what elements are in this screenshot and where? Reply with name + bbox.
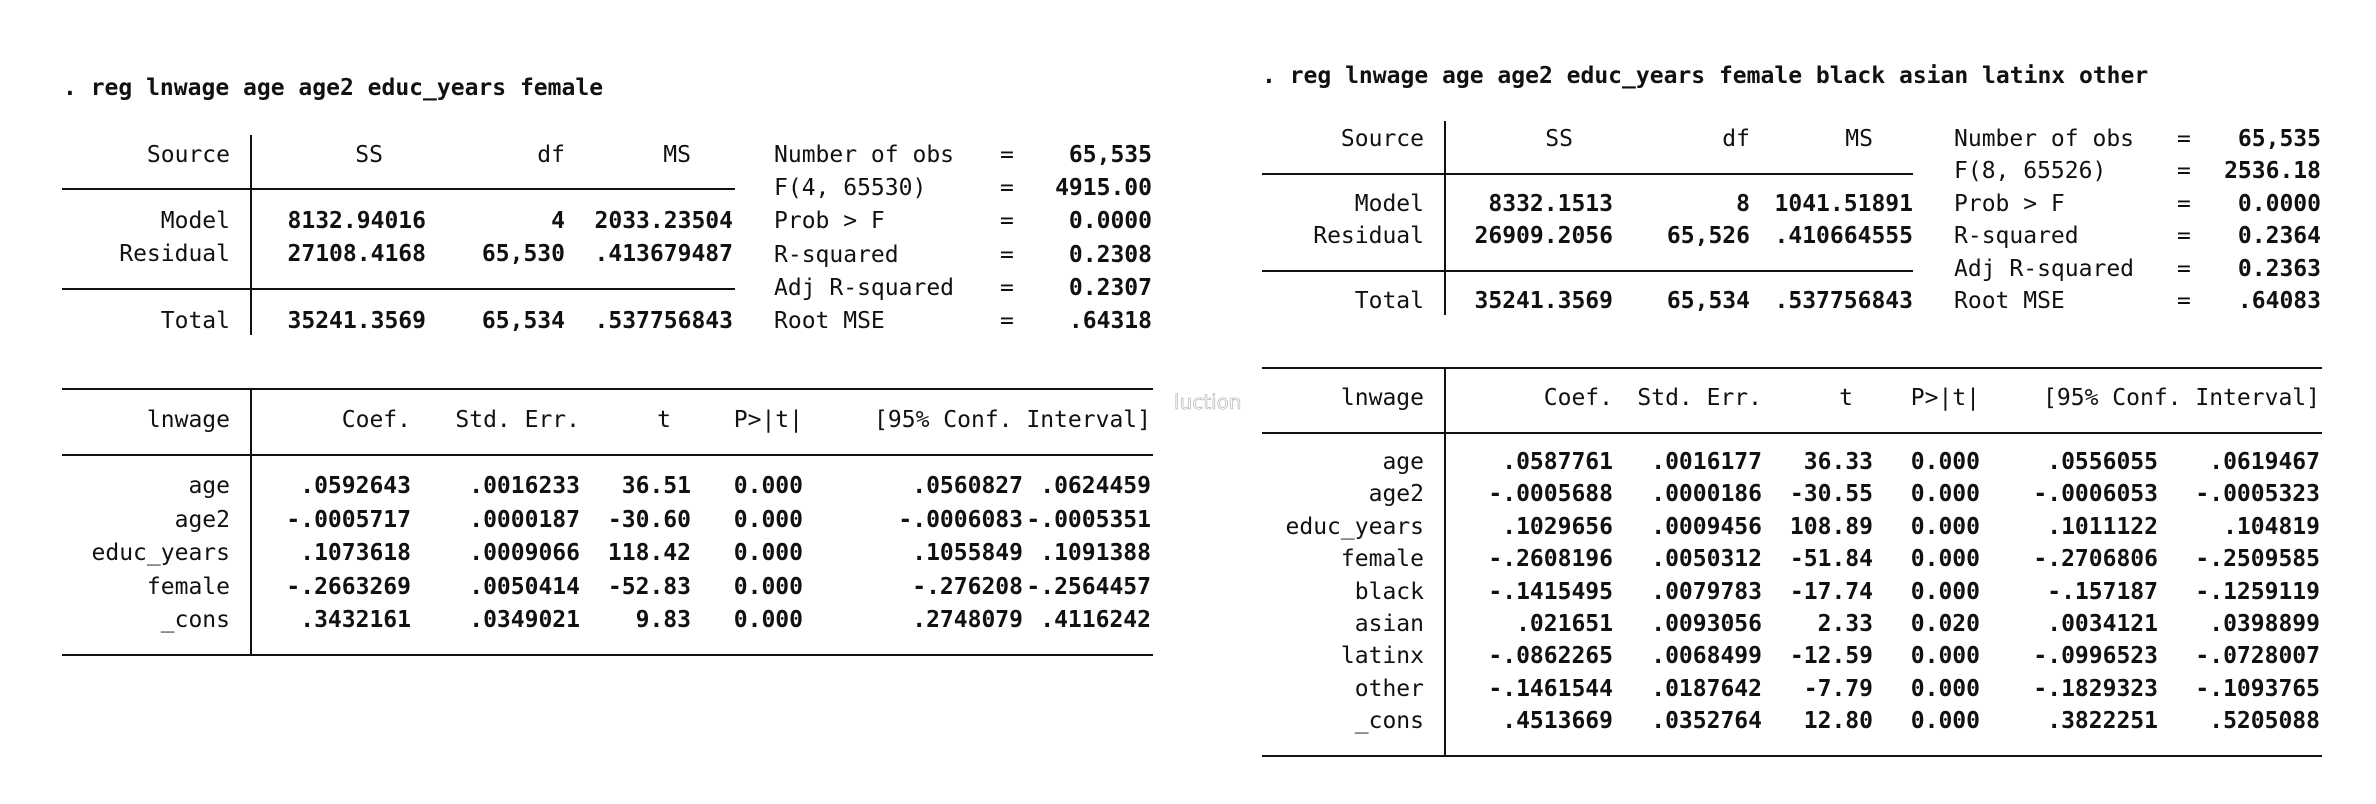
coef-cell: -.0005688 (1488, 481, 1613, 508)
vertical-rule (250, 135, 252, 335)
coef-cell: -.1259119 (2195, 578, 2320, 605)
stat-equals: = (2177, 126, 2191, 152)
coef-cell: 36.33 (1803, 449, 1873, 475)
stat-value: 0.0000 (2237, 190, 2321, 217)
anova-header: MS (1845, 126, 1873, 152)
coef-cell: -.1093765 (2195, 675, 2320, 702)
variable-label: age (1382, 449, 1424, 475)
coef-cell: .0009456 (1651, 513, 1762, 540)
anova-total-cell: .537756843 (594, 308, 733, 334)
stat-label: Root MSE (1954, 288, 2065, 314)
coef-cell: -30.55 (1789, 481, 1873, 508)
command-line: . reg lnwage age age2 educ_years female (63, 75, 604, 101)
stat-label: Prob > F (774, 208, 885, 235)
coef-cell: 108.89 (1789, 513, 1873, 540)
variable-label: _cons (1354, 708, 1424, 735)
coef-cell: .1055849 (912, 540, 1023, 566)
coef-cell: 0.000 (733, 506, 803, 533)
coef-cell: .5205088 (2209, 708, 2320, 735)
stat-equals: = (1000, 142, 1014, 168)
coef-cell: -.0728007 (2195, 643, 2320, 670)
coef-cell: 0.000 (1910, 643, 1980, 670)
horizontal-rule (1262, 755, 2322, 757)
coef-cell: -.0996523 (2033, 643, 2158, 670)
coef-cell: .0560827 (912, 473, 1023, 499)
variable-label: latinx (1340, 643, 1424, 670)
variable-label: black (1354, 578, 1424, 605)
horizontal-rule (1262, 367, 2322, 369)
anova-cell: 65,526 (1666, 223, 1750, 249)
coef-header: [95% Conf. Interval] (874, 407, 1151, 433)
coef-cell: .021651 (1516, 611, 1613, 637)
stat-value: .64083 (2237, 288, 2321, 314)
anova-total-cell: .537756843 (1774, 288, 1913, 314)
coef-header: Std. Err. (455, 407, 580, 433)
horizontal-rule (62, 188, 735, 190)
anova-cell: 1041.51891 (1774, 191, 1913, 217)
coef-cell: -.2564457 (1026, 573, 1151, 600)
coef-cell: .4116242 (1040, 607, 1151, 633)
coef-cell: .0349021 (469, 607, 580, 633)
variable-label: educ_years (1285, 513, 1424, 540)
stat-value: 2536.18 (2224, 158, 2321, 185)
stat-equals: = (2177, 223, 2191, 250)
coef-cell: -52.83 (607, 573, 691, 600)
variable-label: age2 (1368, 481, 1424, 508)
coef-cell: -.0005351 (1026, 506, 1151, 533)
stat-value: 0.2308 (1068, 241, 1152, 268)
stat-label: Root MSE (774, 308, 885, 334)
coef-cell: .0000187 (469, 506, 580, 533)
stat-value: 0.2364 (2237, 223, 2321, 250)
variable-label: asian (1354, 611, 1424, 637)
stat-value: 0.2307 (1068, 274, 1152, 301)
coef-cell: -17.74 (1789, 578, 1873, 605)
coef-cell: .0016233 (469, 473, 580, 499)
coef-cell: 0.000 (1910, 481, 1980, 508)
anova-source-label: Residual (1313, 223, 1424, 249)
anova-total-cell: 65,534 (1666, 288, 1750, 314)
anova-cell: .410664555 (1774, 223, 1913, 249)
coef-cell: .0587761 (1502, 449, 1613, 475)
anova-source-label: Model (160, 208, 230, 234)
anova-cell: 4 (551, 208, 565, 234)
coef-cell: .0556055 (2047, 449, 2158, 475)
anova-total-cell: 65,534 (481, 308, 565, 334)
coef-cell: 0.000 (1910, 708, 1980, 735)
stat-label: F(4, 65530) (774, 175, 927, 202)
coef-cell: 2.33 (1817, 611, 1873, 637)
coef-header: t (1839, 385, 1853, 411)
coef-header: lnwage (146, 407, 230, 433)
variable-label: female (1340, 546, 1424, 573)
coef-cell: -.0005323 (2195, 481, 2320, 508)
coef-cell: .0034121 (2047, 611, 2158, 637)
stat-equals: = (1000, 208, 1014, 235)
coef-cell: .1091388 (1040, 540, 1151, 566)
anova-cell: 65,530 (481, 241, 565, 267)
coef-header: lnwage (1340, 385, 1424, 411)
coef-cell: 0.000 (1910, 675, 1980, 702)
coef-cell: -.0005717 (286, 506, 411, 533)
coef-cell: -.1829323 (2033, 675, 2158, 702)
coef-cell: -.0862265 (1488, 643, 1613, 670)
stat-equals: = (2177, 190, 2191, 217)
coef-cell: -.2509585 (2195, 546, 2320, 573)
stat-label: R-squared (1954, 223, 2079, 250)
stat-equals: = (2177, 288, 2191, 314)
overlay-text: luction (1174, 390, 1242, 414)
coef-cell: 9.83 (635, 607, 691, 633)
horizontal-rule (1262, 432, 2322, 434)
coef-cell: -7.79 (1803, 675, 1873, 702)
coef-cell: .0079783 (1651, 578, 1762, 605)
anova-cell: 27108.4168 (287, 241, 426, 267)
coef-cell: .0016177 (1651, 449, 1762, 475)
coef-cell: .0000186 (1651, 481, 1762, 508)
horizontal-rule (62, 388, 1153, 390)
coef-cell: .104819 (2223, 513, 2320, 540)
coef-cell: -.1461544 (1488, 675, 1613, 702)
stat-label: Adj R-squared (774, 274, 955, 301)
stat-equals: = (1000, 274, 1014, 301)
anova-cell: 26909.2056 (1474, 223, 1613, 249)
coef-cell: 36.51 (621, 473, 691, 499)
stat-value: 65,535 (2237, 126, 2321, 152)
anova-cell: 8132.94016 (287, 208, 426, 234)
coef-cell: -.2663269 (286, 573, 411, 600)
coef-header: Std. Err. (1637, 385, 1762, 411)
coef-cell: .2748079 (912, 607, 1023, 633)
anova-header: SS (355, 142, 383, 168)
coef-cell: .0068499 (1651, 643, 1762, 670)
stat-equals: = (1000, 241, 1014, 268)
coef-cell: .0352764 (1651, 708, 1762, 735)
stat-value: 0.2363 (2237, 255, 2321, 282)
coef-header: [95% Conf. Interval] (2043, 385, 2320, 411)
coef-cell: -.0006053 (2033, 481, 2158, 508)
horizontal-rule (62, 288, 735, 290)
vertical-rule (1444, 121, 1446, 315)
coef-cell: 118.42 (607, 540, 691, 566)
stat-label: Number of obs (774, 142, 955, 168)
coef-header: Coef. (341, 407, 411, 433)
stat-equals: = (1000, 308, 1014, 334)
anova-source-label: Residual (119, 241, 230, 267)
coef-cell: .0592643 (300, 473, 411, 499)
stat-label: Prob > F (1954, 190, 2065, 217)
vertical-rule (250, 389, 252, 655)
stat-value: 0.0000 (1068, 208, 1152, 235)
coef-cell: 0.000 (733, 540, 803, 566)
coef-cell: .1073618 (300, 540, 411, 566)
coef-cell: .0398899 (2209, 611, 2320, 637)
stat-value: .64318 (1068, 308, 1152, 334)
stat-equals: = (2177, 158, 2191, 185)
anova-source-label: Total (1354, 288, 1424, 314)
horizontal-rule (1262, 173, 1913, 175)
coef-header: P>|t| (733, 407, 803, 433)
coef-cell: .3822251 (2047, 708, 2158, 735)
coef-cell: 0.000 (733, 473, 803, 499)
anova-cell: .413679487 (594, 241, 733, 267)
anova-header: df (1722, 126, 1750, 152)
vertical-rule (1444, 368, 1446, 756)
coef-header: Coef. (1543, 385, 1613, 411)
coef-cell: -.157187 (2047, 578, 2158, 605)
horizontal-rule (1262, 270, 1913, 272)
coef-cell: .4513669 (1502, 708, 1613, 735)
coef-cell: .0619467 (2209, 449, 2320, 475)
anova-cell: 8 (1736, 191, 1750, 217)
stat-label: Number of obs (1954, 126, 2135, 152)
stat-equals: = (1000, 175, 1014, 202)
stat-label: F(8, 65526) (1954, 158, 2107, 185)
coef-cell: -.1415495 (1488, 578, 1613, 605)
variable-label: _cons (160, 607, 230, 633)
anova-header: Source (146, 142, 230, 168)
coef-cell: .0624459 (1040, 473, 1151, 499)
coef-cell: .0009066 (469, 540, 580, 566)
coef-cell: 0.000 (1910, 578, 1980, 605)
stat-value: 4915.00 (1055, 175, 1152, 202)
variable-label: educ_years (91, 540, 230, 566)
anova-header: MS (663, 142, 691, 168)
anova-header: df (537, 142, 565, 168)
coef-cell: 0.000 (733, 573, 803, 600)
coef-cell: .3432161 (300, 607, 411, 633)
coef-cell: -51.84 (1789, 546, 1873, 573)
coef-cell: .0050312 (1651, 546, 1762, 573)
anova-source-label: Model (1354, 191, 1424, 217)
command-line: . reg lnwage age age2 educ_years female black asian latinx other (1262, 63, 2149, 89)
variable-label: female (146, 573, 230, 600)
coef-cell: .0050414 (469, 573, 580, 600)
coef-cell: 0.000 (733, 607, 803, 633)
coef-cell: 0.000 (1910, 546, 1980, 573)
variable-label: other (1354, 675, 1424, 702)
coef-cell: -30.60 (607, 506, 691, 533)
coef-cell: -12.59 (1789, 643, 1873, 670)
coef-cell: 0.020 (1910, 611, 1980, 637)
coef-header: P>|t| (1910, 385, 1980, 411)
coef-header: t (657, 407, 671, 433)
coef-cell: -.276208 (912, 573, 1023, 600)
anova-total-cell: 35241.3569 (1474, 288, 1613, 314)
coef-cell: -.2608196 (1488, 546, 1613, 573)
coef-cell: 0.000 (1910, 513, 1980, 540)
horizontal-rule (62, 654, 1153, 656)
coef-cell: .1011122 (2047, 513, 2158, 540)
stat-value: 65,535 (1068, 142, 1152, 168)
coef-cell: .0093056 (1651, 611, 1762, 637)
anova-source-label: Total (160, 308, 230, 334)
coef-cell: .1029656 (1502, 513, 1613, 540)
stat-equals: = (2177, 255, 2191, 282)
variable-label: age (188, 473, 230, 499)
anova-total-cell: 35241.3569 (287, 308, 426, 334)
stat-label: R-squared (774, 241, 899, 268)
stat-label: Adj R-squared (1954, 255, 2135, 282)
anova-cell: 2033.23504 (594, 208, 733, 234)
anova-header: SS (1545, 126, 1573, 152)
variable-label: age2 (174, 506, 230, 533)
coef-cell: -.0006083 (898, 506, 1023, 533)
horizontal-rule (62, 454, 1153, 456)
coef-cell: 0.000 (1910, 449, 1980, 475)
coef-cell: -.2706806 (2033, 546, 2158, 573)
anova-cell: 8332.1513 (1488, 191, 1613, 217)
coef-cell: 12.80 (1803, 708, 1873, 735)
coef-cell: .0187642 (1651, 675, 1762, 702)
anova-header: Source (1340, 126, 1424, 152)
